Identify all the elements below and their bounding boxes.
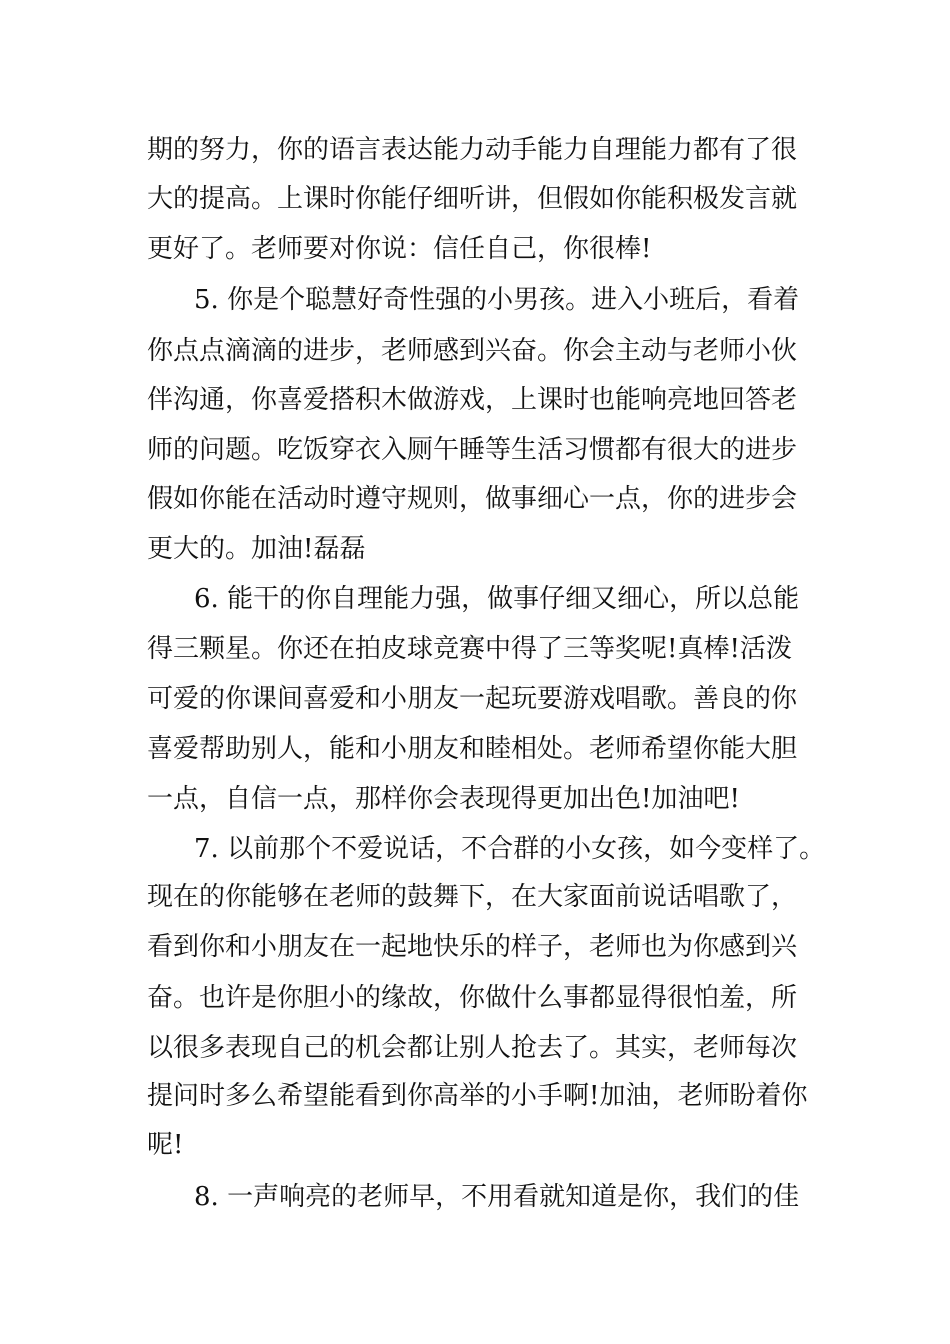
text-line: 以很多表现自己的机会都让别人抢去了。其实，老师每次 (147, 1033, 798, 1063)
text-line: 5. 你是个聪慧好奇性强的小男孩。进入小班后，看着 (194, 285, 800, 315)
text-line: 更大的。加油!磊磊 (147, 534, 366, 564)
text-line: 你点点滴滴的进步，老师感到兴奋。你会主动与老师小伙 (147, 336, 798, 366)
text-line: 大的提高。上课时你能仔细听讲，但假如你能积极发言就 (147, 184, 798, 214)
text-line: 师的问题。吃饭穿衣入厕午睡等生活习惯都有很大的进步 (147, 435, 798, 465)
text-line: 看到你和小朋友在一起地快乐的样子，老师也为你感到兴 (147, 932, 798, 962)
text-line: 假如你能在活动时遵守规则，做事细心一点，你的进步会 (147, 484, 798, 514)
text-line: 呢! (147, 1130, 184, 1160)
text-line: 喜爱帮助别人，能和小朋友和睦相处。老师希望你能大胆 (147, 734, 798, 764)
text-line: 提问时多么希望能看到你高举的小手啊!加油，老师盼着你 (147, 1081, 808, 1111)
text-line: 7. 以前那个不爱说话，不合群的小女孩，如今变样了。 (194, 834, 826, 864)
text-line: 奋。也许是你胆小的缘故，你做什么事都显得很怕羞，所 (147, 983, 798, 1013)
text-line: 得三颗星。你还在拍皮球竞赛中得了三等奖呢!真棒!活泼 (147, 634, 792, 664)
text-line: 6. 能干的你自理能力强，做事仔细又细心，所以总能 (194, 584, 800, 614)
text-line: 伴沟通，你喜爱搭积木做游戏，上课时也能响亮地回答老 (147, 385, 798, 415)
text-line: 更好了。老师要对你说：信任自己，你很棒! (147, 234, 652, 264)
text-line: 可爱的你课间喜爱和小朋友一起玩要游戏唱歌。善良的你 (147, 684, 798, 714)
text-line: 一点，自信一点，那样你会表现得更加出色!加油吧! (147, 784, 740, 814)
text-line: 8. 一声响亮的老师早，不用看就知道是你，我们的佳 (194, 1182, 800, 1212)
text-line: 现在的你能够在老师的鼓舞下，在大家面前说话唱歌了， (147, 882, 798, 912)
text-line: 期的努力，你的语言表达能力动手能力自理能力都有了很 (147, 135, 798, 165)
